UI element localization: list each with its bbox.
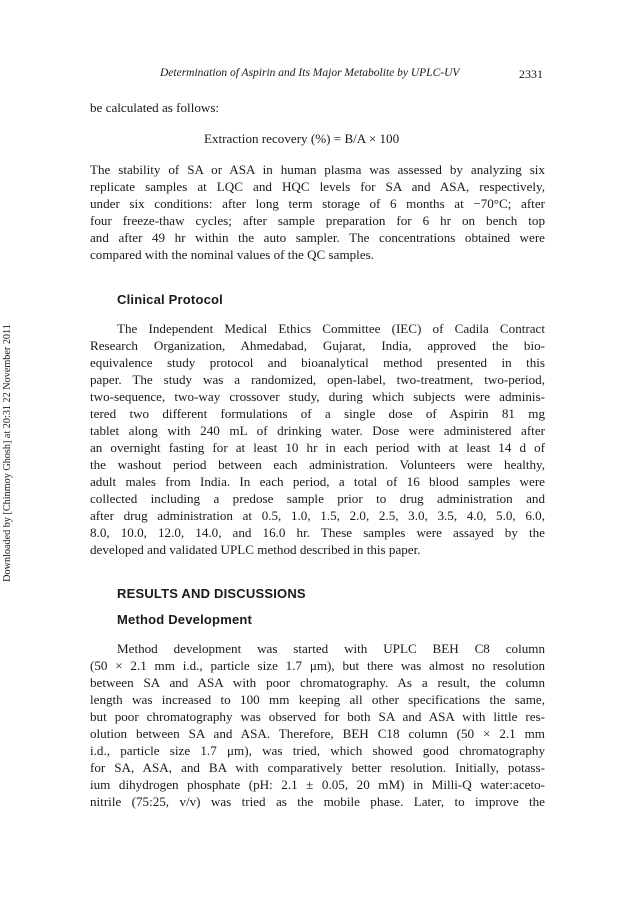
body-text-line: nitrile (75:25, v/v) was tried as the mobile phase. Later, to improve the (90, 794, 545, 809)
section-heading-clinical-protocol: Clinical Protocol (117, 292, 223, 307)
equation: Extraction recovery (%) = B/A × 100 (204, 131, 400, 146)
body-text-line: tablet along with 240 mL of drinking water. Dose were administered after (90, 423, 545, 438)
body-text-line: tered two different formulations of a single dose of Aspirin 81 mg (90, 406, 545, 421)
download-notice: Downloaded by [Chinmoy Ghosh] at 20:31 22 November 2011 (2, 324, 13, 582)
section-heading-results: RESULTS AND DISCUSSIONS (117, 586, 306, 601)
body-text-line: length was increased to 100 mm keeping all other specifications the same, (90, 692, 545, 707)
subsection-heading-method-development: Method Development (117, 612, 253, 627)
body-text-line: i.d., particle size 1.7 μm), was tried, which showed good chromatography (90, 743, 545, 758)
body-text-line: 8.0, 10.0, 12.0, 14.0, and 16.0 hr. These samples were assayed by the (90, 525, 545, 540)
body-text-line: the washout period between each administration. Volunteers were healthy, (90, 457, 545, 472)
body-text-line: but poor chromatography was observed for both SA and ASA with little res- (90, 709, 545, 724)
body-text-line: between SA and ASA with poor chromatography. As a result, the column (90, 675, 545, 690)
body-text-line: Research Organization, Ahmedabad, Gujarat, India, approved the bio- (90, 338, 545, 353)
body-text-line: an overnight fasting for at least 10 hr in each period with at least 14 d of (90, 440, 545, 455)
body-text-line: compared with the nominal values of the QC samples. (90, 247, 374, 262)
body-text-line: olution between SA and ASA. Therefore, BEH C18 column (50 × 2.1 mm (90, 726, 545, 741)
body-text-line: The Independent Medical Ethics Committee (IEC) of Cadila Contract (117, 321, 545, 336)
body-text-line: equivalence study protocol and bioanalytical method presented in this (90, 355, 545, 370)
page-number: 2331 (519, 67, 543, 81)
body-text-line: (50 × 2.1 mm i.d., particle size 1.7 μm), but there was almost no resolution (90, 658, 545, 673)
body-text-line: under six conditions: after long term storage of 6 months at −70°C; after (90, 196, 545, 211)
body-text-line: Method development was started with UPLC BEH C8 column (117, 641, 545, 656)
body-text-line: The stability of SA or ASA in human plasma was assessed by analyzing six (90, 162, 545, 177)
body-text-line: ium dihydrogen phosphate (pH: 2.1 ± 0.05, 20 mM) in Milli-Q water:aceto- (90, 777, 545, 792)
body-text-line: two-sequence, two-way crossover study, during which subjects were adminis- (90, 389, 545, 404)
body-text-line: be calculated as follows: (90, 100, 220, 115)
body-text-line: after drug administration at 0.5, 1.0, 1.5, 2.0, 2.5, 3.0, 3.5, 4.0, 5.0, 6.0, (90, 508, 545, 523)
body-text-line: four freeze-thaw cycles; after sample preparation for 6 hr on bench top (90, 213, 545, 228)
body-text-line: paper. The study was a randomized, open-label, two-treatment, two-period, (90, 372, 545, 387)
body-text-line: replicate samples at LQC and HQC levels for SA and ASA, respectively, (90, 179, 545, 194)
running-head: Determination of Aspirin and Its Major Metabolite by UPLC-UV (160, 67, 460, 79)
body-text-line: for SA, ASA, and BA with comparatively better resolution. Initially, potass- (90, 760, 545, 775)
body-text-line: and after 49 hr within the auto sampler. The concentrations obtained were (90, 230, 545, 245)
body-text-line: collected including a predose sample prior to drug administration and (90, 491, 545, 506)
body-text-line: adult males from India. In each period, a total of 16 blood samples were (90, 474, 545, 489)
body-text-line: developed and validated UPLC method described in this paper. (90, 542, 421, 557)
